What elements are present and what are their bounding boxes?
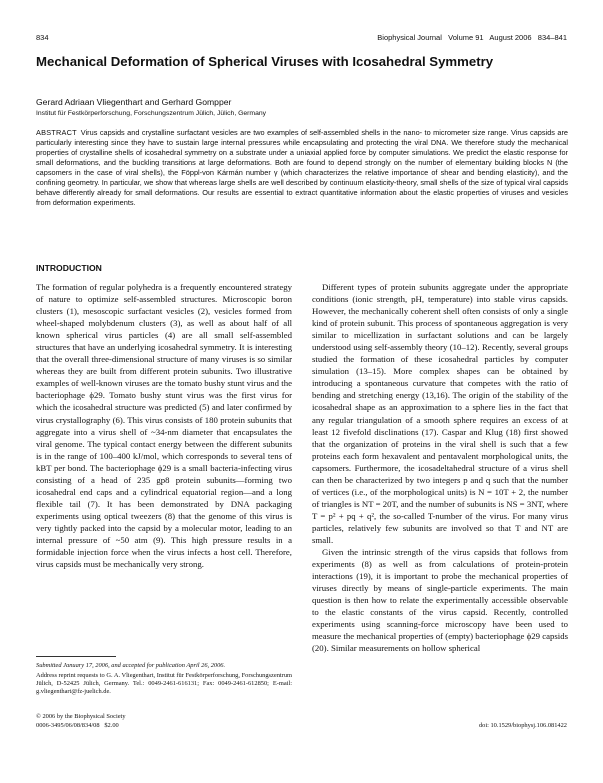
abstract (36, 128, 568, 208)
author-list: Gerard Adriaan Vliegenthart and Gerhard Gompper (36, 97, 232, 107)
right-column (312, 281, 568, 654)
paragraph: Different types of protein subunits aggregate under the appropriate conditions (ionic strength, pH, temperature) into stable virus capsids. However, the mechanically coherent shell often consists of only a single kind of protein subunit. This process of spontaneous aggregation is very similar to micellization in surfactant solutions and can be largely understood using self-assembly theory (10–12). Recently, several groups studied the formation of these icosahedral particles by computer simulation (13–15). More complex shapes can be obtained by introducing a spontaneous curvature that competes with the ratio of bending and stretching energy (13,16). The origin of the stability of the icosahedral shape as an approximation to a sphere lies in the fact that any regular triangulation of a smooth sphere requires an excess of at least 12 fivefold disclinations (17). Caspar and Klug (18) first showed that the organization of proteins in the viral shell is such that a few proteins each form hexavalent and pentavalent morphological units, the capsomers. Furthermore, the icosadeltahedral structure of a virus shell can then be characterized by two integers p and q such that the number of vertices (i.e., of the morphological units) is N = 10T + 2, the number of triangles is NT = 20T, and the number of subunits is NS = 3NT, where T = p² + pq + q², the so-called T-number of the virus. For many virus particles, relatively few subunits are involved so that T and NT are small. (312, 282, 568, 545)
left-column (36, 281, 292, 570)
article-title: Mechanical Deformation of Spherical Viruses with Icosahedral Symmetry (36, 54, 494, 69)
reprint-address: Address reprint requests to G. A. Vliegenthart, Institut für Festkörperforschung, Forschungszentrum Jülich, D-52425 Jülich, Germany. Tel.: 0049-2461-616131; Fax: 0049-2461-612850; E-mail: g.vliegenthart@fz-juelich.de. (36, 672, 292, 696)
affiliation: Institut für Festkörperforschung, Forschungszentrum Jülich, Jülich, Germany (36, 110, 267, 117)
abstract-heading: ABSTRACT (36, 128, 77, 137)
page-number: 834 (36, 33, 49, 42)
copyright-notice: © 2006 by the Biophysical Society (36, 713, 126, 720)
doi: doi: 10.1529/biophysj.106.081422 (478, 722, 567, 729)
footnote-divider (36, 656, 116, 657)
submission-note: Submitted January 17, 2006, and accepted for publication April 26, 2006. (36, 662, 226, 669)
article-code: 0006-3495/06/08/834/08 $2.00 (36, 722, 119, 729)
section-heading: INTRODUCTION (36, 263, 102, 273)
paragraph: Given the intrinsic strength of the virus capsids that follows from experiments (8) as well as from calculations of protein-protein interactions (19), it is important to probe the mechanical properties of viruses directly by means of single-particle experiments. The main question is then how to relate the experimentally accessible observable to the elastic constants of the virus capsid. Recently, controlled experiments using scanning-force microscopy have been used to measure the mechanical properties of (empty) bacteriophage ϕ29 capsids (20). Similar measurements on hollow spherical (312, 547, 568, 654)
journal-citation: Biophysical Journal Volume 91 August 2006 834–841 (377, 33, 567, 42)
abstract-text: Virus capsids and crystalline surfactant vesicles are two examples of self-assembled shells in the nano- to micrometer size range. Virus capsids are particularly interesting since they have to sustain large internal pressures while encapsulating and protecting the viral DNA. We therefore study the mechanical properties of crystalline shells of icosahedral symmetry on a substrate under a uniaxial applied force by computer simulations. We predict the elastic response for small deformations, and the buckling transitions at large deformations. Both are found to depend strongly on the number of elementary building blocks N (the capsomers in the case of viral shells), the Föppl-von Kármán number γ (which characterizes the relative importance of shear and bending elasticity), and the confining geometry. In particular, we show that whereas large shells are well described by continuum elasticity-theory, small shells of the size of typical viral capsids behave differently already for small deformations. Our results are essential to extract quantitative information about the elastic properties of viruses and vesicles from deformation experiments. (36, 128, 568, 208)
paragraph: The formation of regular polyhedra is a frequently encountered strategy of nature to optimize self-assembled structures. Microscopic boron clusters (1), mesoscopic surfactant vesicles (2), vesicles formed from wheel-shaped molybdenum clusters (3), as well as about half of all known spherical virus particles (4) are all small self-assembled structures that have an underlying icosahedral symmetry. It is interesting that the overall three-dimensional structure of many viruses is so similar whereas they are built from different protein subunits. Two illustrative examples of well-known viruses are the tomato bushy stunt virus and the bacteriophage ϕ29. Tomato bushy stunt virus was the first virus for which the icosahedral structure was predicted (5) and later confirmed by virus crystallography (6). This virus consists of 180 protein subunits that aggregate into a virus shell of ~34-nm diameter that encapsulates the viral genome. The typical contact energy between the different subunits is in the range of 100–400 kJ/mol, which corresponds to several tens of kBT per bond. The bacteriophage ϕ29 is a small bacteria-infecting virus consisting of a head of 235 gp8 protein subunits—forming two icosahedral end caps and a cylindrical equatorial region—and a long flexible tail (7). It has been demonstrated by DNA packaging experiments using optical tweezers (8) that the genome of this virus is very tightly packed into the capsid by a molecular motor, leading to an internal pressure of ~50 atm (9). This high pressure results in a formidable injection force when the virus infects a host cell. Therefore, virus capsids must be mechanically very strong. (36, 282, 292, 570)
